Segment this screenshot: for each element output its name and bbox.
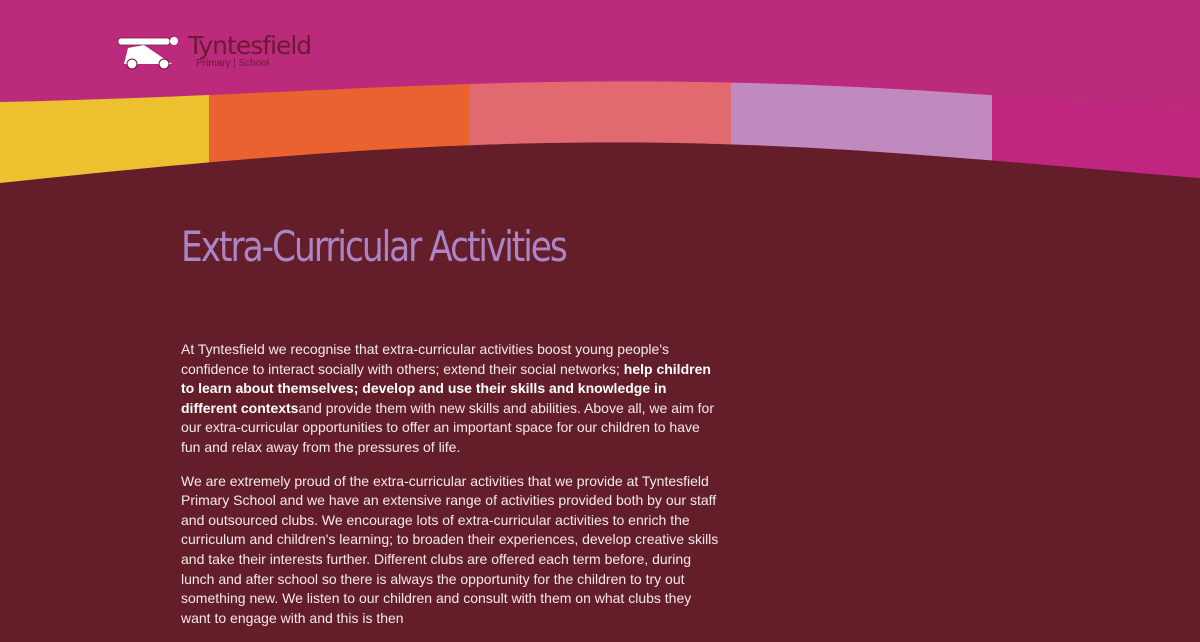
- intro-text: At Tyntesfield we recognise that extra-curricular activities boost young people's confidence to interact socially with others; extend their social networks;: [181, 341, 669, 377]
- page-title: Extra-Curricular Activities: [181, 222, 566, 271]
- logo-subtitle-primary: Primary: [196, 57, 231, 69]
- page-content: [181, 340, 721, 642]
- logo-name: Tyntesfield: [188, 30, 312, 60]
- intro-bold-text: help children to learn about themselves; develop and use their skills and knowledge in different contexts: [181, 360, 711, 416]
- school-logo[interactable]: Tyntesfield Primary | School: [114, 30, 311, 72]
- logo-subtitle-school: School: [238, 57, 270, 69]
- intro-paragraph: [181, 340, 721, 458]
- intro-text-continued: and provide them with new skills and abilities. Above all, we aim for our extra-curricular opportunities to offer an important space for our children to have fun and relax away from the pressures of life.: [181, 399, 715, 455]
- cannon-icon: [114, 30, 184, 72]
- activities-paragraph: We are extremely proud of the extra-curricular activities that we provide at Tyntesfield Primary School and we have an extensive range of activities provided both by our staff and outsourced clubs. We encourage lots of extra-curricular activities to enrich the curriculum and children's learning; to broaden their experiences, develop creative skills and take their interests further. Different clubs are offered each term before, during lunch and after school so there is always the opportunity for the children to try out something new. We listen to our children and consult with them on what clubs they want to engage with and this is then: [181, 472, 719, 626]
